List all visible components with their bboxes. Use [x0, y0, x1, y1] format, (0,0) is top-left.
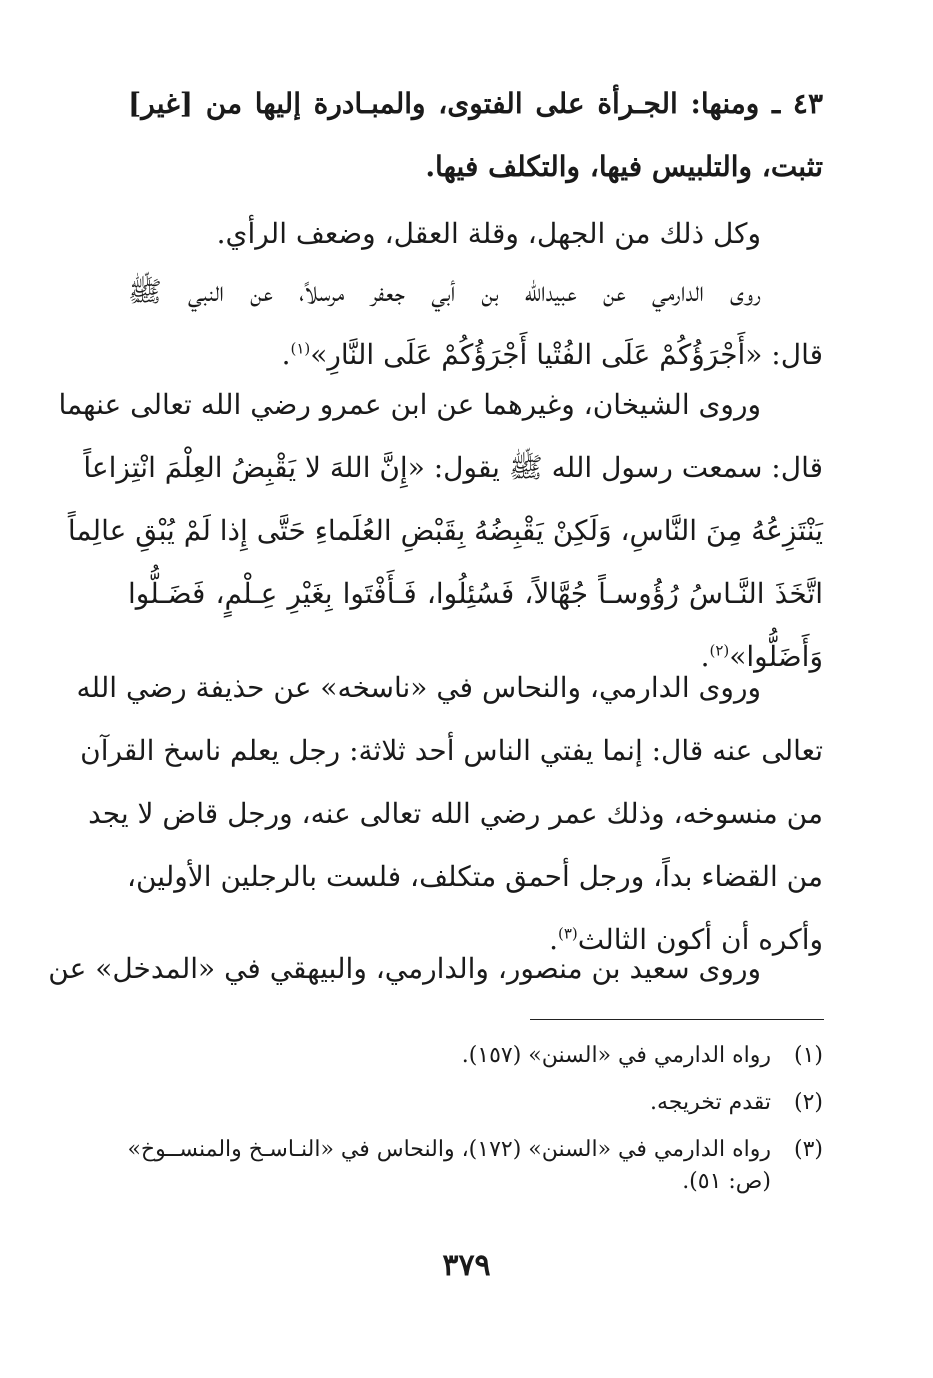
paragraph-text: وَأَضَلُّوا»	[729, 640, 823, 673]
heading-line: ٤٣ ـ ومنها: الجـرأة على الفتوى، والمبـادرة إليها من [غير]	[128, 87, 823, 120]
paragraph	[128, 260, 823, 386]
footnote-text: رواه الدارمي في «السنن» (١٧٢)، والنحاس في «النـاسـخ والمنســوخ»	[127, 1137, 771, 1162]
paragraph-line: اتَّخَذَ النَّـاسُ رُؤُوسـاً جُهَّالاً، فَسُئِلُوا، فَـأَفْتَوا بِغَيْرِ عِـلْمٍ، فَضَـلُّوا	[128, 577, 823, 610]
paragraph-line: روى الدارمي عن عبيدالله بن أبي جعفر مرسلاً، عن النبي ﷺ	[128, 275, 761, 308]
footnote	[140, 1087, 823, 1119]
footnote-reference: (١)	[290, 339, 311, 358]
footnote-reference: (٣)	[557, 924, 578, 943]
footnote-text: رواه الدارمي في «السنن» (١٥٧).	[461, 1043, 771, 1068]
paragraph-text: وأكره أن أكون الثالث	[577, 923, 823, 956]
paragraph-line: وروى الشيخان، وغيرهما عن ابن عمرو رضي الله تعالى عنهما	[58, 388, 761, 421]
paragraph	[76, 656, 823, 971]
footnote-number: (٢)	[793, 1090, 823, 1115]
paragraph	[128, 202, 823, 265]
footnote-text: (ص: ٥١).	[682, 1169, 771, 1194]
paragraph-text: قال: «أَجْرَؤُكُمْ عَلَى الفُتْيا أَجْرَؤُكُمْ عَلَى النَّارِ»	[310, 338, 823, 371]
footnote	[127, 1134, 823, 1198]
footnote	[140, 1040, 823, 1072]
page-number: ٣٧٩	[442, 1248, 491, 1283]
footnote-number: (٣)	[793, 1137, 823, 1162]
heading-line: تثبت، والتلبيس فيها، والتكلف فيها.	[425, 150, 823, 183]
paragraph-line: من القضاء بداً، ورجل أحمق متكلف، فلست بالرجلين الأولين،	[126, 860, 823, 893]
paragraph-line: قال: «أَجْرَؤُكُمْ عَلَى الفُتْيا أَجْرَؤُكُمْ عَلَى النَّارِ»$^{(١)}$.	[281, 338, 823, 371]
paragraph-line: من منسوخه، وذلك عمر رضي الله تعالى عنه، ورجل قاض لا يجد	[88, 797, 823, 830]
footnote-reference: (٢)	[709, 641, 730, 660]
footnote-text: تقدم تخريجه.	[650, 1090, 771, 1115]
footnote-body	[127, 1134, 771, 1198]
paragraph-line: وروى الدارمي، والنحاس في «ناسخه» عن حذيفة رضي الله	[76, 671, 761, 704]
paragraph-line: وَأَضَلُّوا»$^{(٢)}$.	[700, 640, 823, 673]
section-heading	[128, 72, 823, 198]
paragraph-line: وكل ذلك من الجهل، وقلة العقل، وضعف الرأي.	[216, 217, 761, 250]
paragraph-line: وأكره أن أكون الثالث$^{(٣)}$.	[549, 923, 823, 956]
footnote-divider	[530, 1019, 824, 1020]
footnotes	[127, 1040, 823, 1213]
paragraph-line: تعالى عنه قال: إنما يفتي الناس أحد ثلاثة: رجل يعلم ناسخ القرآن	[80, 734, 823, 767]
paragraph-line: يَنْتَزِعُهُ مِنَ النَّاسِ، وَلَكِنْ يَقْبِضُهُ بِقَبْضِ العُلَماءِ حَتَّى إِذا لَمْ يُبْقِ عالِماً	[67, 514, 823, 547]
footnote-number: (١)	[793, 1043, 823, 1068]
paragraph	[48, 937, 823, 1000]
paragraph-line: وروى سعيد بن منصور، والدارمي، والبيهقي في «المدخل» عن	[48, 952, 761, 985]
footnote-body	[140, 1087, 771, 1119]
footnote-body	[140, 1040, 771, 1072]
paragraph-line: قال: سمعت رسول الله ﷺ يقول: «إِنَّ اللهَ لا يَقْبِضُ العِلْمَ انْتِزاعاً	[83, 451, 823, 484]
